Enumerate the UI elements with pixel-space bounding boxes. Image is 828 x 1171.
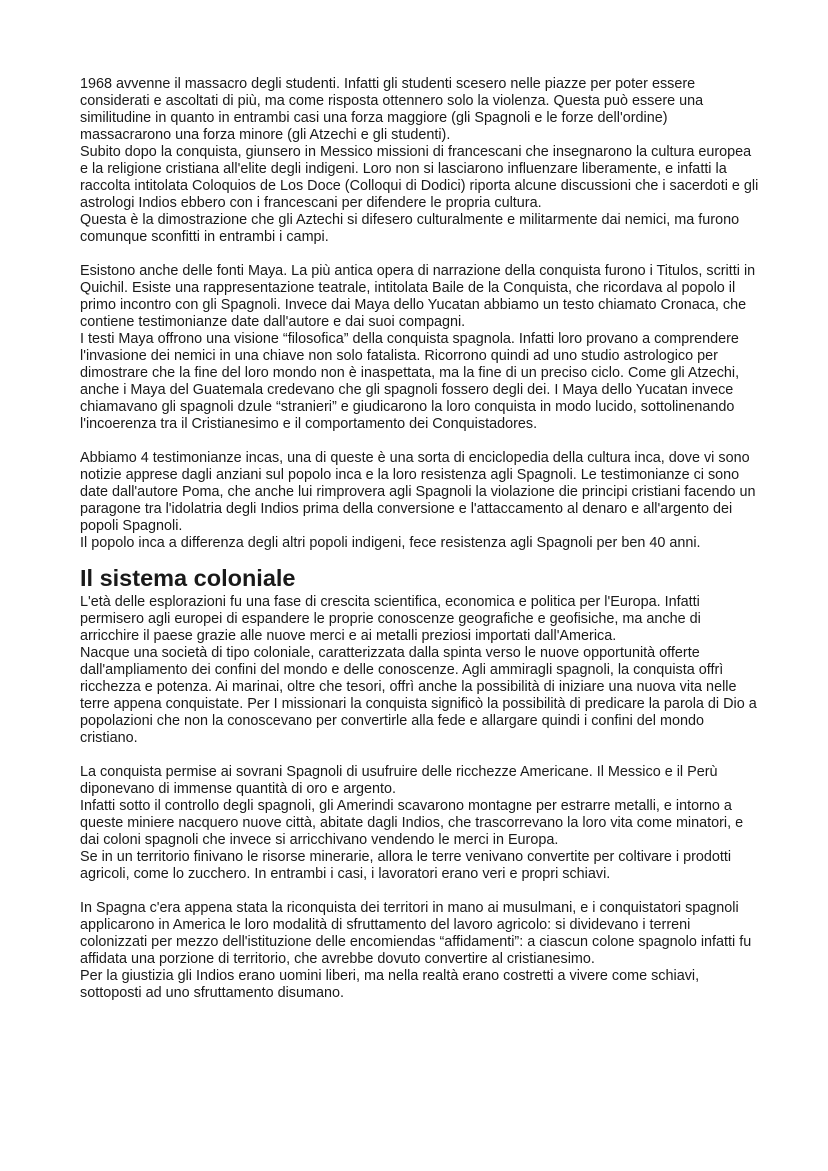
paragraph-inca-testimonies: Abbiamo 4 testimonianze incas, una di queste è una sorta di enciclopedia della cultura inca, dove vi sono notizie apprese dagli anziani sul popolo inca e la loro resistenza agli Spagnoli. Le testimonianze ci sono date dall'autore Poma, che anche lui rimprovera agli Spagnoli la violazione die principi cristiani facendo un paragone tra l'idolatria degli Indios prima della conversione e l'attaccamento al denaro e all'argento dei popoli Spagnoli. — [80, 450, 756, 534]
paragraph-inca-resistance: Il popolo inca a differenza degli altri popoli indigeni, fece resistenza agli Spagnoli per ben 40 anni. — [80, 535, 701, 551]
paragraph-colonial-society: Nacque una società di tipo coloniale, caratterizzata dalla spinta verso le nuove opportunità offerte dall'ampliamento dei confini del mondo e delle conoscenze. Agli ammiragli spagnoli, la conquista offrì ricchezza e potenza. Ai marinai, oltre che tesori, offrì anche la possibilità di iniziare una nuova vita nelle terre appena conquistate. Per I missionari la conquista significò la possibilità di predicare la parola di Dio a popolazioni che non la conoscevano per convertirle alla fede e allargare quindi i confini del mondo cristiano. — [80, 645, 757, 746]
paragraph-age-of-exploration: L'età delle esplorazioni fu una fase di crescita scientifica, economica e politica per l'Europa. Infatti permisero agli europei di espandere le proprie conoscenze geografiche e geofisiche, ma anche di arricchire il paese grazie alle nuove merci e ai metalli preziosi importati dall'America. — [80, 594, 701, 644]
paragraph-mines: Infatti sotto il controllo degli spagnoli, gli Amerindi scavarono montagne per estrarre metalli, e intorno a queste miniere nacquero nuove città, abitate dagli Indios, che trascorrevano la loro vita come minatori, e dai coloni spagnoli che invece si arricchivano vendendo le merci in Europa. — [80, 798, 744, 848]
paragraph-franciscans: Subito dopo la conquista, giunsero in Messico missioni di francescani che insegnarono la cultura europea e la religione cristiana all'elite degli indigeni. Loro non si lasciarono influenzare liberamente, e infatti la raccolta intitolata Coloquios de Los Doce (Colloqui di Dodici) riporta alcune discussioni che i sacerdoti e gli astrologi Indios ebbero con i francescani per difendere le propria cultura. — [80, 144, 759, 211]
paragraph-encomiendas: In Spagna c'era appena stata la riconquista dei territori in mano ai musulmani, e i conquistatori spagnoli applicarono in America le loro modalità di sfruttamento del lavoro agricolo: si dividevano i terreni colonizzati per mezzo dell'istituzione delle encomiendas “affidamenti”: a ciascun colone spagnolo infatti fu affidata una porzione di territorio, che avrebbe dovuto convertire al cristianesimo. — [80, 900, 752, 967]
paragraph-maya-texts: I testi Maya offrono una visione “filosofica” della conquista spagnola. Infatti loro provano a comprendere l'invasione dei nemici in una chiave non solo fatalista. Ricorrono quindi ad uno studio astrologico per dimostrare che la fine del loro mondo non è inaspettata, ma la fine di un preciso ciclo. Come gli Atzechi, anche i Maya del Guatemala credevano che gli spagnoli fossero degli dei. I Maya dello Yucatan invece chiamavano gli spagnoli dzule “stranieri” e giudicarono la loro conquista in modo lucido, sottolinenando l'incoerenza tra il Cristianesimo e il comportamento dei Conquistadores. — [80, 331, 740, 432]
section-heading-colonial-system: Il sistema coloniale — [80, 565, 296, 591]
paragraph-massacre: 1968 avvenne il massacro degli studenti. Infatti gli studenti scesero nelle piazze per poter essere considerati e ascoltati di più, ma come risposta ottennero solo la violenza. Questa può essere una similitudine in quanto in entrambi casi una forza maggiore (gli Spagnoli e le forze dell'ordine) massacrarono una forza minore (gli Atzechi e gli studenti). — [80, 76, 704, 143]
paragraph-aztec-defense: Questa è la dimostrazione che gli Aztechi si difesero culturalmente e militarmente dai nemici, ma furono comunque sconfitti in entrambi i campi. — [80, 212, 740, 245]
paragraph-agriculture: Se in un territorio finivano le risorse minerarie, allora le terre venivano convertite per coltivare i prodotti agricoli, come lo zucchero. In entrambi i casi, i lavoratori erano veri e propri schiavi. — [80, 849, 732, 882]
paragraph-maya-sources: Esistono anche delle fonti Maya. La più antica opera di narrazione della conquista furono i Titulos, scritti in Quichil. Esiste una rappresentazione teatrale, intitolata Baile de la Conquista, che ricordava al popolo il primo incontro con gli Spagnoli. Invece dai Maya dello Yucatan abbiamo un testo chiamato Cronaca, che contiene testimonianze date dall'autore e dai suoi compagni. — [80, 263, 756, 330]
paragraph-american-riches: La conquista permise ai sovrani Spagnoli di usufruire delle ricchezze Americane. Il Messico e il Perù diponevano di immense quantità di oro e argento. — [80, 764, 718, 797]
paragraph-exploitation: Per la giustizia gli Indios erano uomini liberi, ma nella realtà erano costretti a vivere come schiavi, sottoposti ad uno sfruttamento disumano. — [80, 968, 700, 1001]
document-page — [80, 76, 760, 1002]
